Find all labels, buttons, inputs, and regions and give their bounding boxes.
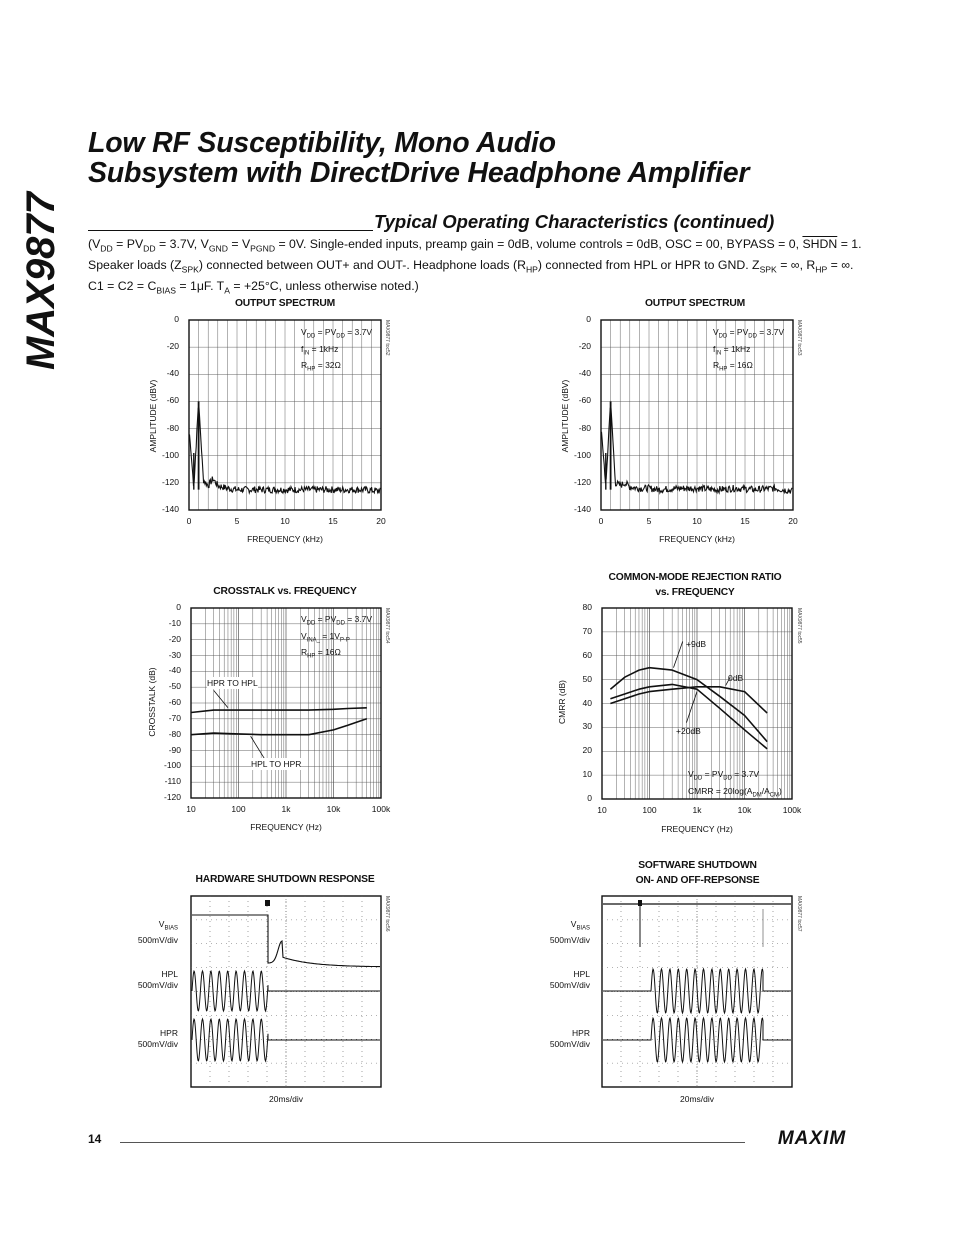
chart6-scope <box>601 895 793 1088</box>
y-tick-label: -120 <box>573 476 591 487</box>
y-tick-label: 40 <box>582 697 592 708</box>
label-leader <box>214 690 228 707</box>
x-tick-label: 10 <box>186 804 196 814</box>
x-tick-label: 100 <box>642 805 657 815</box>
section-rule <box>88 230 373 231</box>
y-tick-label: -10 <box>168 617 181 628</box>
chart5-scope <box>190 895 382 1088</box>
x-tick-label: 10k <box>737 805 752 815</box>
chart2-xlabel: FREQUENCY (kHz) <box>659 534 735 544</box>
chart3-label-hpr-to-hpl: HPR TO HPL <box>207 678 258 688</box>
y-tick-label: -40 <box>166 368 179 379</box>
chart6-channel-hpr: HPR 500mV/div <box>549 1028 590 1049</box>
chart3-label-hpl-to-hpr: HPL TO HPR <box>251 759 302 769</box>
y-tick-label: 0 <box>586 314 591 324</box>
x-tick-label: 0 <box>598 516 604 526</box>
x-tick-label: 20 <box>376 516 386 526</box>
chart1-title: OUTPUT SPECTRUM <box>235 298 335 309</box>
section-title: Typical Operating Characteristics (continued) <box>374 211 775 232</box>
chart2-conditions: $V_{DD} = PV_{DD} = 3.7V$ $f_{IN} = 1kHz$ $R_{HP} = 16\Omega$ <box>713 327 785 374</box>
y-tick-label: -140 <box>573 504 591 514</box>
chart3-code: MAX9877 toc54 <box>384 608 390 644</box>
y-tick-label: -60 <box>166 395 179 406</box>
y-tick-label: -20 <box>166 341 179 352</box>
chart1-code: MAX9877 toc52 <box>384 320 390 356</box>
y-tick-label: 0 <box>174 314 179 324</box>
y-tick-label: -100 <box>163 760 181 771</box>
x-tick-label: 100k <box>371 804 391 814</box>
y-tick-label: -60 <box>578 395 591 406</box>
footer-rule <box>120 1142 745 1143</box>
y-tick-label: 0 <box>587 793 592 803</box>
chart5-channel-vbias: $V_{BIAS}$ 500mV/div <box>137 919 178 945</box>
y-tick-label: -80 <box>578 422 591 433</box>
chart5-channel-hpl: HPL 500mV/div <box>137 969 178 990</box>
y-tick-label: 60 <box>582 649 592 660</box>
trigger-marker <box>638 900 642 906</box>
chart2-title: OUTPUT SPECTRUM <box>645 298 745 309</box>
side-part-number <box>4 192 68 380</box>
y-tick-label: -70 <box>168 712 181 723</box>
x-tick-label: 10 <box>280 516 290 526</box>
page-title: Low RF Susceptibility, Mono Audio Subsystem with DirectDrive Headphone Amplifier <box>88 127 750 189</box>
chart4-label-9db: +9dB <box>686 639 707 649</box>
chart4-code: MAX9877 toc55 <box>796 608 802 644</box>
x-tick-label: 15 <box>740 516 750 526</box>
test-conditions: ($V_{DD} = PV_{DD} = 3.7V$, $V_{GND} = V_{PGND} = 0V$. Single-ended inputs, preamp gain = 0dB, volume controls = 0dB, OSC = 00, BYPASS = 0, SHDN = 1. Speaker loads $(Z_{SPK})$ connected between OUT+ and OUT-. Headphone loads $(R_{HP})$ connected from HPL or HPR to GND. $Z_{SPK}$ = ∞, $R_{HP}$ = ∞. $C1 = C2 = C_{BIAS} = 1\mu F$. $T_A = +25^\circ C$, unless otherwise noted.) <box>88 237 862 296</box>
x-tick-label: 10k <box>326 804 341 814</box>
chart4-label-0db: 0dB <box>728 673 744 683</box>
trigger-marker <box>265 900 270 906</box>
maxim-logo <box>757 1129 867 1147</box>
y-tick-label: -120 <box>161 476 179 487</box>
x-tick-label: 1k <box>692 805 702 815</box>
y-tick-label: -50 <box>168 681 181 692</box>
label-leader <box>686 692 697 723</box>
chart4-label-20db: +20dB <box>676 726 701 736</box>
y-tick-label: 20 <box>582 745 592 756</box>
chart6-channel-hpl: HPL 500mV/div <box>549 969 590 990</box>
chart2-code: MAX9877 toc53 <box>796 320 802 356</box>
y-tick-label: -110 <box>164 776 181 787</box>
chart5-code: MAX9877 toc56 <box>384 896 390 932</box>
y-tick-label: -40 <box>578 368 591 379</box>
y-tick-label: -80 <box>168 728 181 739</box>
y-tick-label: 10 <box>582 769 592 780</box>
y-tick-label: -80 <box>166 422 179 433</box>
y-tick-label: 50 <box>582 673 592 684</box>
y-tick-label: 30 <box>582 721 592 732</box>
x-tick-label: 1k <box>281 804 291 814</box>
chart6-channel-vbias: $V_{BIAS}$ 500mV/div <box>549 919 590 945</box>
chart3-xlabel: FREQUENCY (Hz) <box>250 822 322 832</box>
x-tick-label: 20 <box>788 516 798 526</box>
y-tick-label: 70 <box>582 625 592 636</box>
chart5-channel-hpr: HPR 500mV/div <box>137 1028 178 1049</box>
x-tick-label: 100 <box>231 804 246 814</box>
svg-text:MAX9877: MAX9877 <box>19 192 63 370</box>
chart1-conditions: $V_{DD} = PV_{DD} = 3.7V$ $f_{IN} = 1kHz$ $R_{HP} = 32\Omega$ <box>301 327 373 374</box>
chart3-title: CROSSTALK vs. FREQUENCY <box>213 586 357 597</box>
x-tick-label: 5 <box>234 516 240 526</box>
chart6-code: MAX9877 toc57 <box>796 896 802 932</box>
chart4-ylabel: CMRR (dB) <box>557 680 567 724</box>
y-tick-label: 80 <box>582 602 592 612</box>
y-tick-label: -100 <box>161 449 179 460</box>
svg-text:MAXIM: MAXIM <box>777 1129 847 1147</box>
y-tick-label: -120 <box>163 792 181 802</box>
page-number: 14 <box>88 1132 102 1146</box>
chart3-conditions: $V_{DD} = PV_{DD} = 3.7V$ $V_{INA\_} = 1V_{P-P}$ $R_{HP} = 16\Omega$ <box>301 614 373 661</box>
y-tick-label: -20 <box>578 341 591 352</box>
chart3-ylabel: CROSSTALK (dB) <box>147 667 157 737</box>
chart1-xlabel: FREQUENCY (kHz) <box>247 534 323 544</box>
chart5-timebase: 20ms/div <box>268 1094 303 1104</box>
chart4-conditions: $V_{DD} = PV_{DD} = 3.7V$ CMRR = $20\log(A_{DM}/A_{CM})$ <box>688 769 782 799</box>
chart2-ylabel: AMPLITUDE (dBV) <box>560 379 570 453</box>
y-tick-label: -90 <box>168 744 181 755</box>
y-tick-label: -40 <box>168 665 181 676</box>
y-tick-label: -20 <box>168 633 181 644</box>
x-tick-label: 0 <box>186 516 192 526</box>
y-tick-label: -140 <box>161 504 179 514</box>
chart6-title: SOFTWARE SHUTDOWN ON- AND OFF-REPSONSE <box>635 860 760 886</box>
x-tick-label: 100k <box>782 805 802 815</box>
chart4-xlabel: FREQUENCY (Hz) <box>661 824 733 834</box>
y-tick-label: -60 <box>168 697 181 707</box>
y-tick-label: 0 <box>176 602 181 612</box>
y-tick-label: -100 <box>573 449 591 460</box>
chart6-timebase: 20ms/div <box>679 1094 714 1104</box>
x-tick-label: 10 <box>692 516 702 526</box>
chart5-title: HARDWARE SHUTDOWN RESPONSE <box>195 874 375 885</box>
x-tick-label: 10 <box>597 805 607 815</box>
x-tick-label: 5 <box>646 516 652 526</box>
chart4-title: COMMON-MODE REJECTION RATIO vs. FREQUENCY <box>608 572 782 598</box>
x-tick-label: 15 <box>328 516 338 526</box>
chart1-ylabel: AMPLITUDE (dBV) <box>148 379 158 453</box>
y-tick-label: -30 <box>168 649 181 660</box>
